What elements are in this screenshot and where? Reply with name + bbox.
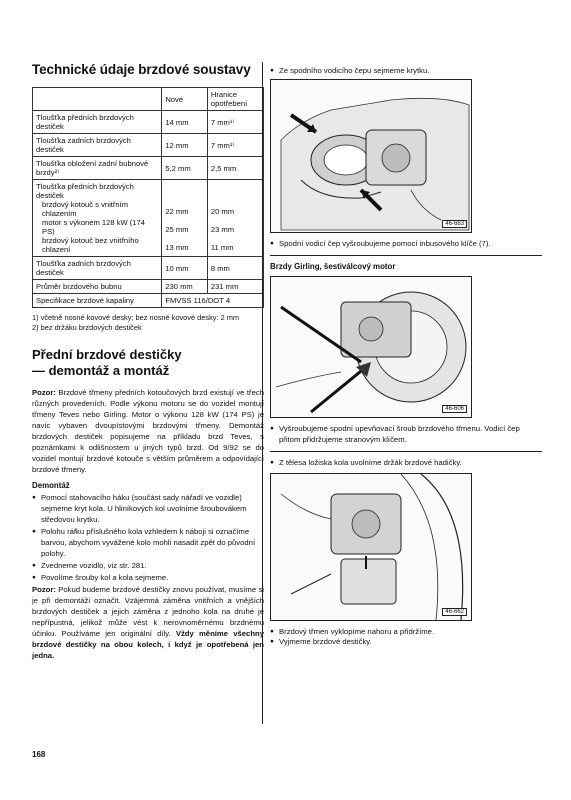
table-row	[33, 134, 264, 157]
table-row	[33, 111, 264, 134]
footnote-2: 2) bez držáku brzdových destiček	[32, 323, 142, 332]
divider	[270, 451, 542, 452]
disc-sub-128kw: motor s výkonem 128 kW (174 PS)	[42, 218, 145, 236]
demontaz-list	[32, 492, 264, 583]
table-cell-label: Průměr brzdového bubnu	[33, 280, 162, 294]
step-release-hose: ● Z tělesa ložiska kola uvolníme držák brzdové hadičky.	[270, 458, 542, 469]
disc-sub-solid: brzdový kotouč bez vnitřního chlazení	[42, 236, 139, 254]
table-header-new: Nové	[162, 88, 208, 111]
table-row	[33, 157, 264, 180]
figure-id: 46-662	[442, 608, 467, 616]
list-item: ● Polohu ráfku příslušného kola vzhledem k náboji si označíme barvou, abychom vyvážené kolo mohli nasadit zpět do původní polohy.	[32, 526, 264, 559]
table-cell-limit: 7 mm¹⁾	[207, 134, 263, 157]
list-item: ● Pomocí stahovacího háku (součást sady nářadí ve vozidle) sejmeme kryt kola. U hliníkových kol uvolníme šroubovákem středovou krytku.	[32, 492, 264, 525]
table-cell-new: 14 mm	[162, 111, 208, 134]
disc-sub-ventilated: brzdový kotouč s vnitřním chlazením	[42, 200, 129, 218]
table-cell-label: Tloušťka obložení zadní bubnové brzdy²⁾	[33, 157, 162, 180]
table-header-limit: Hranice opotřebení	[207, 88, 263, 111]
pozor-paragraph-2	[32, 584, 264, 661]
list-item: ● Zvedneme vozidlo, viz str. 281.	[32, 560, 264, 571]
left-column	[32, 56, 264, 664]
disc-sub2-new: 25 mm	[165, 225, 189, 234]
figure-guide-pin-cap	[270, 79, 472, 233]
table-header-row	[33, 88, 264, 111]
table-row	[33, 257, 264, 280]
table-cell-label: Tloušťka zadních brzdových destiček	[33, 134, 162, 157]
list-item: ● Povolíme šrouby kol a kola sejmeme.	[32, 572, 264, 583]
step-remove-pads: ● Vyjmeme brzdové destičky.	[270, 637, 542, 648]
table-row	[33, 280, 264, 294]
divider	[270, 255, 542, 256]
girling-caliper-illustration	[271, 277, 471, 417]
figure-id: 46-663	[442, 220, 467, 228]
table-cell-label	[33, 180, 162, 257]
girling-heading: Brzdy Girling, šestiválcový motor	[270, 262, 396, 271]
table-cell-new: 230 mm	[162, 280, 208, 294]
pozor-label: Pozor:	[32, 388, 56, 397]
table-cell-label: Specifikace brzdové kapaliny	[33, 294, 162, 308]
table-cell-label: Tloušťka zadních brzdových destiček	[33, 257, 162, 280]
disc-sub3-limit: 11 mm	[210, 243, 234, 252]
caliper-flip-illustration	[271, 474, 471, 620]
table-cell-limit: 7 mm¹⁾	[207, 111, 263, 134]
table-cell-limit: 231 mm	[207, 280, 263, 294]
table-cell-limit: 2,5 mm	[207, 157, 263, 180]
table-cell-label: Tloušťka předních brzdových destiček	[33, 111, 162, 134]
figure-girling-caliper	[270, 276, 472, 418]
pozor-paragraph-1	[32, 387, 264, 475]
disc-group-label: Tloušťka předních brzdových destiček	[36, 182, 134, 200]
table-cell-limit	[207, 180, 263, 257]
right-column	[270, 66, 542, 648]
section-title-line1: Přední brzdové destičky	[32, 347, 182, 362]
figure-caliper-flip	[270, 473, 472, 621]
disc-sub1-new: 22 mm	[165, 207, 189, 216]
table-header-blank	[33, 88, 162, 111]
page-title: Technické údaje brzdové soustavy	[32, 62, 251, 77]
table-row-disc-group	[33, 180, 264, 257]
demontaz-heading: Demontáž	[32, 481, 70, 490]
footnote-1: 1) včetně nosné kovové desky; bez nosné kovové desky: 2 mm	[32, 313, 240, 322]
table-cell-new: 10 mm	[162, 257, 208, 280]
section-title-line2: — demontáž a montáž	[32, 363, 170, 378]
section-title	[32, 347, 264, 379]
page-number: 168	[32, 750, 46, 759]
step-unscrew-bolt: ● Vyšroubujeme spodní upevňovací šroub brzdového třmenu. Vodicí čep přitom přidržujeme stranovým klíčem.	[270, 424, 542, 445]
step-unscrew-pin: ● Spodní vodicí čep vyšroubujeme pomocí inbusového klíče (7).	[270, 239, 542, 250]
pozor-bold-note: Vždy měníme všechny brzdové destičky na obou kolech, i když je opotřebená jen jedna.	[32, 629, 264, 660]
disc-sub2-limit: 23 mm	[210, 225, 235, 234]
table-cell-spec: FMVSS 116/DOT 4	[162, 294, 264, 308]
disc-sub3-new: 13 mm	[165, 243, 189, 252]
step-flip-caliper: ● Brzdový třmen vyklopíme nahoru a přidržíme.	[270, 627, 542, 638]
pozor-text: Brzdové třmeny předních kotoučových brzd existují ve třech různých provedeních. Podle výkonu motoru se do vozidel montují třmeny Teves nebo Girling. Motor o výkonu 128 kW (174 PS) je navíc vybaven dvoupístovými brzdovými třmeny. Demontáž brzdových destiček popisujeme na příkladu brzd Teves, s poznámkami k odlišnostem u jiných typů brzd. Od 9/92 se do vozidel montují brzdové kotouče s větším průměrem a odpovídající brzdové třmeny.	[32, 388, 264, 474]
brake-caliper-illustration	[271, 80, 471, 232]
figure-id: 46-606	[442, 405, 467, 413]
table-cell-new: 12 mm	[162, 134, 208, 157]
table-cell-limit: 8 mm	[207, 257, 263, 280]
table-row	[33, 294, 264, 308]
table-cell-new: 5,2 mm	[162, 157, 208, 180]
pozor-label: Pozor:	[32, 585, 56, 594]
table-cell-new	[162, 180, 208, 257]
step-remove-cap: ● Ze spodního vodicího čepu sejmeme krytku.	[270, 66, 542, 77]
disc-sub1-limit: 20 mm	[210, 207, 235, 216]
pozor-text: Pokud budeme brzdové destičky znovu používat, musíme si je při demontáži označit. Vzájemná záměna vnitřních a vnějších brzdových destiček a jejich záměna z jednoho kola na druhé je nepřípustná, jelikož může vést k nerovnoměrnému brzdnému účinku. Používáme jen originální díly.	[32, 585, 264, 638]
spec-table	[32, 87, 264, 308]
